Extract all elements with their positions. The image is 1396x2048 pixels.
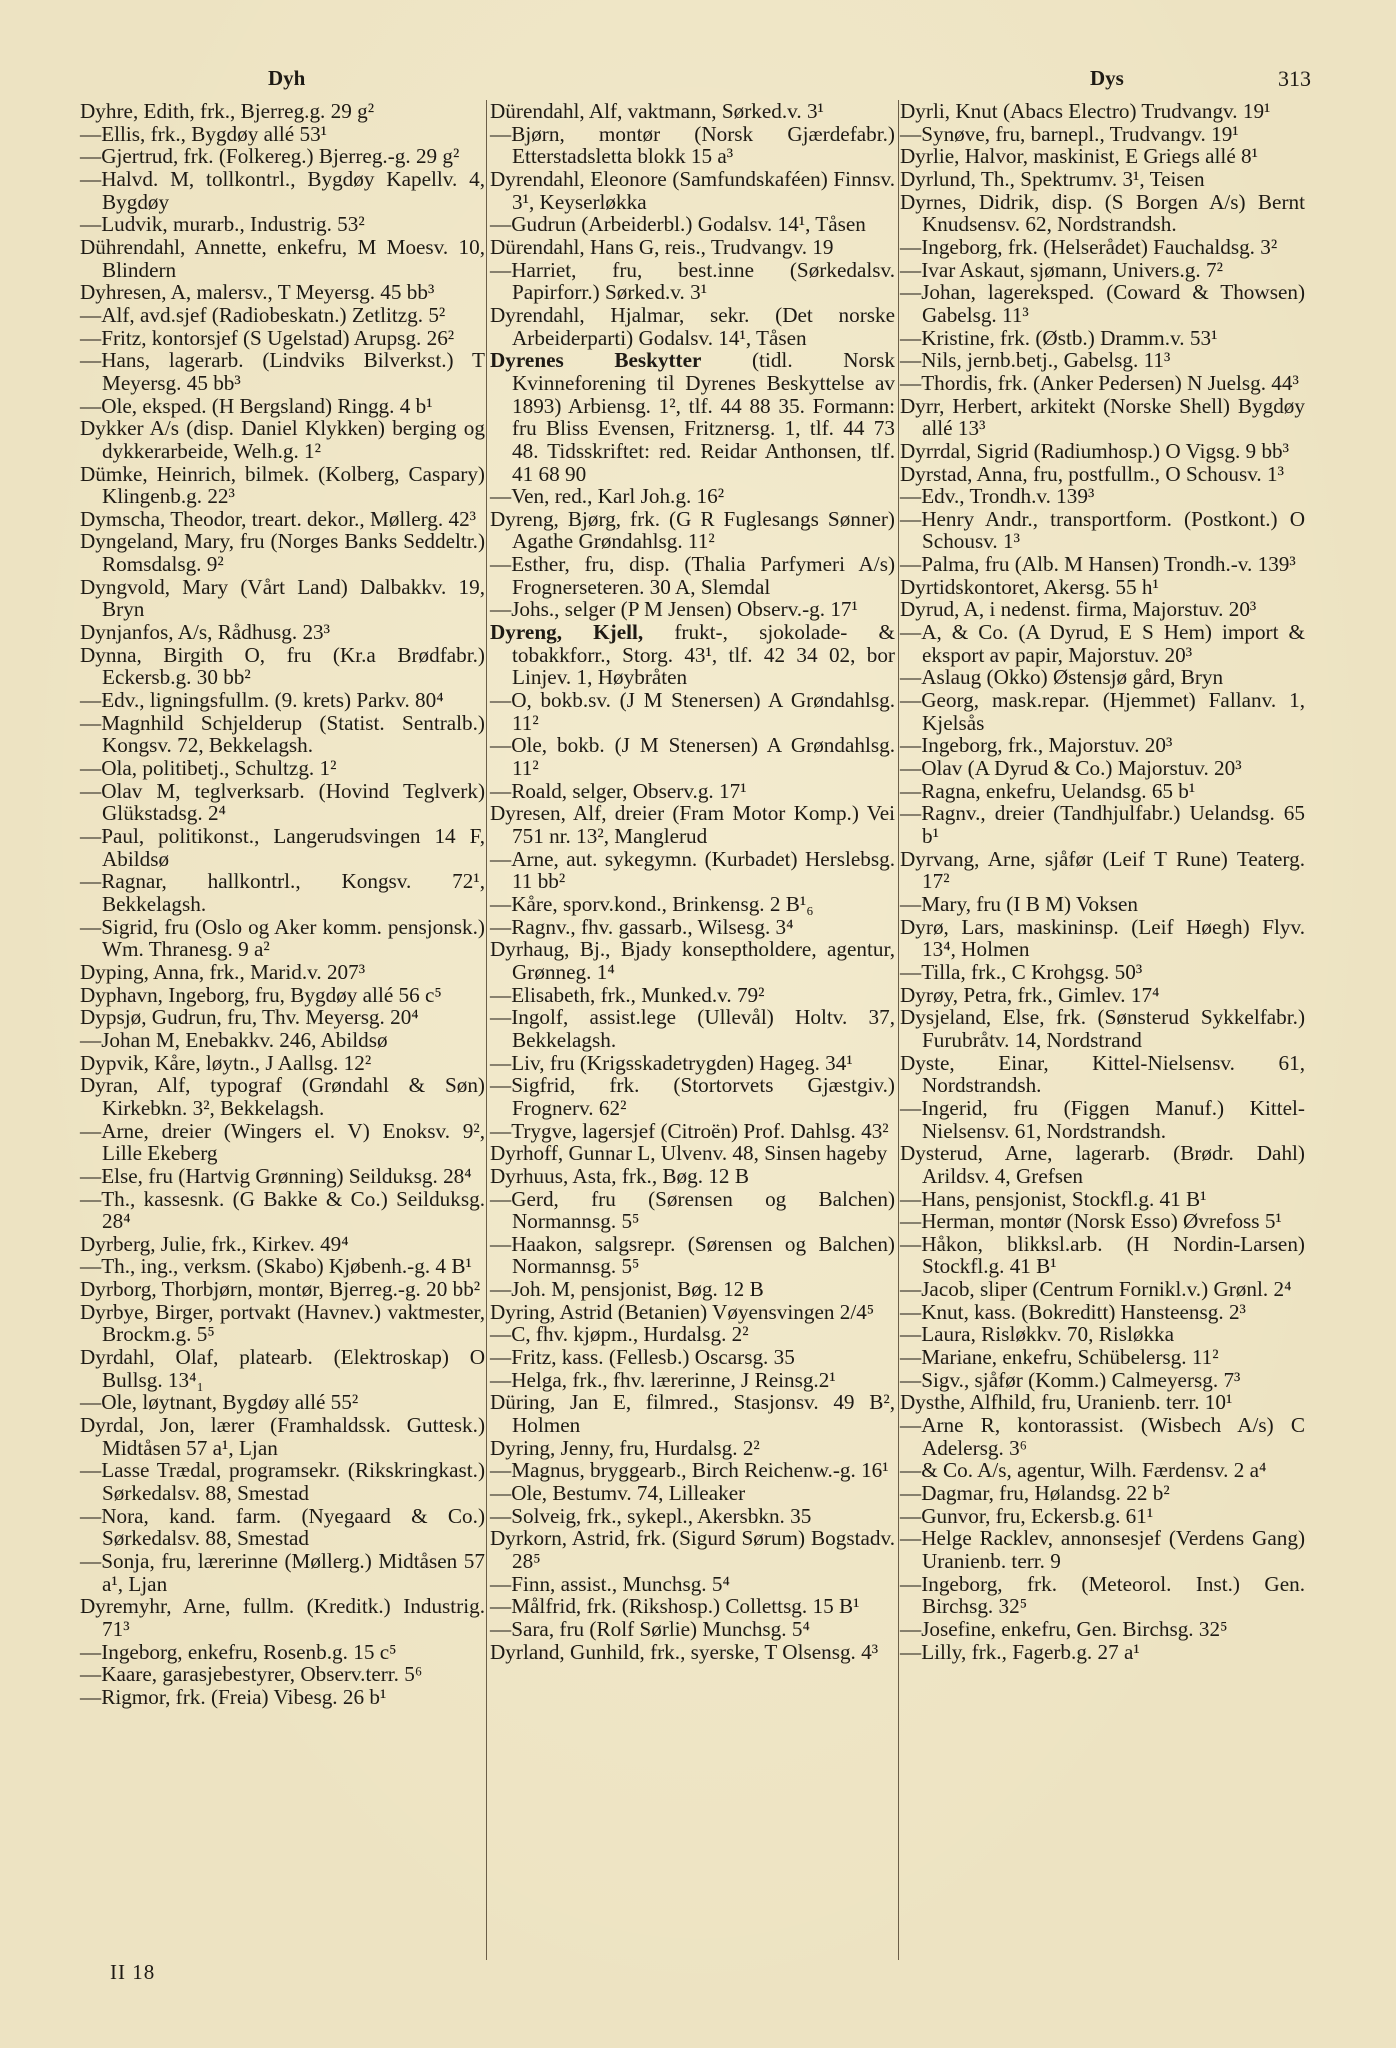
directory-entry: —Trygve, lagersjef (Citroën) Prof. Dahlsg. 43² [490, 1118, 889, 1143]
directory-entry: —Olav (A Dyrud & Co.) Majorstuv. 20³ [900, 756, 1242, 781]
directory-entry: Dyrrdal, Sigrid (Radiumhosp.) O Vigsg. 9 bb³ [900, 438, 1289, 463]
directory-entry: —Tilla, frk., C Krohgsg. 50³ [900, 959, 1143, 984]
directory-entry: —Laura, Risløkkv. 70, Risløkka [900, 1322, 1175, 1347]
directory-entry: Dyping, Anna, frk., Marid.v. 207³ [80, 959, 366, 984]
directory-entry: Dyrhaug, Bj., Bjady konseptholdere, agentur, Grønneg. 1⁴ [490, 937, 895, 984]
directory-entry: Dyrnes, Didrik, disp. (S Borgen A/s) Bernt Knudsensv. 62, Nordstrandsh. [900, 189, 1305, 237]
directory-entry: Dyngvold, Mary (Vårt Land) Dalbakkv. 19, Bryn [80, 574, 485, 622]
header-right-guide-word: Dys [1090, 66, 1124, 90]
directory-entry: —Alf, avd.sjef (Radiobeskatn.) Zetlitzg. 5² [80, 302, 446, 327]
directory-entry: —Thordis, frk. (Anker Pedersen) N Juelsg. 44³ [900, 370, 1299, 395]
directory-entry: —Ragnar, hallkontrl., Kongsv. 72¹, Bekkelagsh. [80, 869, 485, 916]
directory-entry: Dyrland, Gunhild, frk., syerske, T Olsensg. 4³ [490, 1639, 879, 1664]
directory-entry: —Haakon, salgsrepr. (Sørensen og Balchen) Normannsg. 5⁵ [490, 1231, 895, 1279]
directory-entry: —Ole, bokb. (J M Stenersen) A Grøndahlsg. 11² [490, 733, 895, 781]
directory-entry: Dyhresen, A, malersv., T Meyersg. 45 bb³ [80, 280, 435, 305]
directory-entry: Dyhre, Edith, frk., Bjerreg.g. 29 g² [80, 99, 375, 123]
directory-entry: Dyrud, A, i nedenst. firma, Majorstuv. 20³ [900, 597, 1257, 622]
directory-entry: —Ingerid, fru (Figgen Manuf.) Kittel-Nielsensv. 61, Nordstrandsh. [900, 1095, 1305, 1143]
directory-entry: Dührendahl, Annette, enkefru, M Moesv. 10, Blindern [80, 234, 485, 282]
entry-bold-name: Dyrenes Beskytter [490, 348, 702, 373]
directory-entry: —Ellis, frk., Bygdøy allé 53¹ [80, 121, 328, 146]
directory-entry: —Sonja, fru, lærerinne (Møllerg.) Midtåsen 57 a¹, Ljan [80, 1549, 485, 1596]
directory-entry: Dyremyhr, Arne, fullm. (Kreditk.) Industrig. 71³ [80, 1594, 485, 1641]
directory-entry: —Johs., selger (P M Jensen) Observ.-g. 17¹ [490, 597, 858, 622]
directory-entry: Dyrenes Beskytter (tidl. Norsk Kvinneforening til Dyrenes Beskyttelse av 1893) Arbiensg. 1², tlf. 44 88 35. Formann: fru Bliss Evensen, Fritznersg. 1, tlf. 44 73 48. Tidsskriftet: red. Reidar Anthonsen, tlf. 41 68 90 [490, 348, 895, 486]
directory-entry: —Ludvik, murarb., Industrig. 53² [80, 212, 365, 237]
directory-entry: —Rigmor, frk. (Freia) Vibesg. 26 b¹ [80, 1684, 387, 1709]
directory-entry: —Hans, pensjonist, Stockfl.g. 41 B¹ [900, 1186, 1207, 1211]
directory-entry: Dysterud, Arne, lagerarb. (Brødr. Dahl) Arildsv. 4, Grefsen [900, 1141, 1305, 1188]
directory-column-1 [80, 100, 485, 1900]
directory-entry: Dyrlund, Th., Spektrumv. 3¹, Teisen [900, 166, 1205, 191]
entry-bold-name: Dyreng, Kjell, [490, 620, 644, 645]
directory-entry: —Roald, selger, Observ.g. 17¹ [490, 778, 747, 803]
directory-entry: Dyrlie, Halvor, maskinist, E Griegs allé 8¹ [900, 144, 1258, 169]
directory-column-2 [490, 100, 895, 1900]
directory-entry: Dyrhuus, Asta, frk., Bøg. 12 B [490, 1163, 749, 1188]
directory-entry: Dyrborg, Thorbjørn, montør, Bjerreg.-g. 20 bb² [80, 1277, 481, 1302]
directory-entry: Dypsjø, Gudrun, fru, Thv. Meyersg. 20⁴ [80, 1005, 419, 1030]
directory-entry: Dyring, Jenny, fru, Hurdalsg. 2² [490, 1435, 760, 1460]
directory-entry: —Hans, lagerarb. (Lindviks Bilverkst.) T Meyersg. 45 bb³ [80, 348, 485, 395]
directory-entry: Dyste, Einar, Kittel-Nielsensv. 61, Nordstrandsh. [900, 1050, 1305, 1098]
directory-entry: —Elisabeth, frk., Munked.v. 79² [490, 982, 765, 1007]
directory-entry: —Aslaug (Okko) Østensjø gård, Bryn [900, 665, 1224, 690]
directory-entry: —Else, fru (Hartvig Grønning) Seilduksg. 28⁴ [80, 1163, 472, 1188]
directory-entry: Dyrøy, Petra, frk., Gimlev. 17⁴ [900, 982, 1160, 1007]
directory-entry: —Herman, montør (Norsk Esso) Øvrefoss 5¹ [900, 1209, 1282, 1234]
directory-entry: —Ven, red., Karl Joh.g. 16² [490, 484, 725, 509]
directory-entry: Dyrbye, Birger, portvakt (Havnev.) vaktmester, Brockm.g. 5⁵ [80, 1299, 485, 1347]
directory-entry: —Arne R, kontorassist. (Wisbech A/s) C Adelersg. 3⁶ [900, 1413, 1305, 1460]
directory-entry: Dyrtidskontoret, Akersg. 55 h¹ [900, 574, 1159, 599]
directory-entry: Dykker A/s (disp. Daniel Klykken) berging og dykkerarbeide, Welh.g. 1² [80, 416, 485, 463]
directory-entry: Düring, Jan E, filmred., Stasjonsv. 49 B², Holmen [490, 1390, 895, 1438]
directory-entry: Dyresen, Alf, dreier (Fram Motor Komp.) Vei 751 nr. 13², Manglerud [490, 801, 895, 848]
directory-entry: —Solveig, frk., sykepl., Akersbkn. 35 [490, 1503, 812, 1528]
directory-entry: —Ingeborg, frk., Majorstuv. 20³ [900, 733, 1173, 758]
directory-entry: —Sigv., sjåfør (Komm.) Calmeyersg. 7³ [900, 1367, 1241, 1392]
directory-entry: —Ingolf, assist.lege (Ullevål) Holtv. 37, Bekkelagsh. [490, 1005, 895, 1052]
directory-entry: —Harriet, fru, best.inne (Sørkedalsv. Papirforr.) Sørked.v. 3¹ [490, 257, 895, 305]
directory-entry: —Bjørn, montør (Norsk Gjærdefabr.) Etterstadsletta blokk 15 a³ [490, 121, 895, 169]
directory-entry: —Dagmar, fru, Hølandsg. 22 b² [900, 1481, 1170, 1506]
directory-entry: Dyrstad, Anna, fru, postfullm., O Schousv. 1³ [900, 461, 1284, 486]
directory-entry: Dümke, Heinrich, bilmek. (Kolberg, Caspary) Klingenb.g. 22³ [80, 461, 485, 509]
directory-entry: —A, & Co. (A Dyrud, E S Hem) import & eksport av papir, Majorstuv. 20³ [900, 620, 1305, 667]
directory-entry: —Gunvor, fru, Eckersb.g. 61¹ [900, 1503, 1154, 1528]
directory-entry: Dyrø, Lars, maskininsp. (Leif Høegh) Flyv. 13⁴, Holmen [900, 914, 1305, 962]
directory-entry: Dymscha, Theodor, treart. dekor., Møllerg. 42³ [80, 506, 477, 531]
directory-entry: Dyrli, Knut (Abacs Electro) Trudvangv. 19¹ [900, 99, 1271, 123]
directory-entry: Dyreng, Kjell, frukt-, sjokolade- & tobakkforr., Storg. 43¹, tlf. 42 34 02, bor Linjev. 1, Høybråten [490, 620, 895, 690]
directory-entry: —Jacob, sliper (Centrum Fornikl.v.) Grønl. 2⁴ [900, 1277, 1292, 1302]
directory-entry: Dyrvang, Arne, sjåfør (Leif T Rune) Teaterg. 17² [900, 846, 1305, 894]
directory-entry: —Håkon, blikksl.arb. (H Nordin-Larsen) Stockfl.g. 41 B¹ [900, 1231, 1305, 1279]
directory-column-3 [900, 100, 1305, 1900]
directory-entry: Dyrberg, Julie, frk., Kirkev. 49⁴ [80, 1231, 349, 1256]
directory-columns [80, 100, 1316, 1880]
directory-entry: —Ivar Askaut, sjømann, Univers.g. 7² [900, 257, 1223, 282]
directory-entry: —Knut, kass. (Bokreditt) Hansteensg. 2³ [900, 1299, 1246, 1324]
directory-entry: —Ole, Bestumv. 74, Lilleaker [490, 1481, 746, 1506]
directory-entry: —Palma, fru (Alb. M Hansen) Trondh.-v. 139³ [900, 552, 1296, 577]
directory-entry: —Helga, frk., fhv. lærerinne, J Reinsg.2¹ [490, 1367, 836, 1392]
directory-entry: —Esther, fru, disp. (Thalia Parfymeri A/s) Frognerseteren. 30 A, Slemdal [490, 552, 895, 599]
directory-entry: —Kaare, garasjebestyrer, Observ.terr. 5⁶ [80, 1662, 423, 1687]
directory-entry: —Paul, politikonst., Langerudsvingen 14 F, Abildsø [80, 824, 485, 871]
directory-entry: —Johan M, Enebakkv. 246, Abildsø [80, 1027, 388, 1052]
page-number: 313 [1278, 66, 1311, 91]
directory-entry: Dynna, Birgith O, fru (Kr.a Brødfabr.) Eckersb.g. 30 bb² [80, 642, 485, 690]
directory-entry: —Ole, løytnant, Bygdøy allé 55² [80, 1390, 359, 1415]
directory-entry: Dyngeland, Mary, fru (Norges Banks Seddeltr.) Romsdalsg. 9² [80, 529, 485, 577]
directory-entry: —Th., kassesnk. (G Bakke & Co.) Seilduksg. 28⁴ [80, 1186, 485, 1234]
directory-entry: —Synøve, fru, barnepl., Trudvangv. 19¹ [900, 121, 1239, 146]
directory-entry: Dyrdahl, Olaf, platearb. (Elektroskap) O Bullsg. 13⁴₁ [80, 1345, 485, 1392]
directory-entry: —Sigfrid, frk. (Stortorvets Gjæstgiv.) Frognerv. 62² [490, 1073, 895, 1120]
directory-entry: —Joh. M, pensjonist, Bøg. 12 B [490, 1277, 764, 1302]
directory-entry: Dysjeland, Else, frk. (Sønsterud Sykkelfabr.) Furubråtv. 14, Nordstrand [900, 1005, 1305, 1052]
directory-entry: Dysthe, Alfhild, fru, Uranienb. terr. 10¹ [900, 1390, 1233, 1415]
directory-entry: —Mariane, enkefru, Schübelersg. 11² [900, 1345, 1219, 1370]
directory-entry: Dyran, Alf, typograf (Grøndahl & Søn) Kirkebkn. 3², Bekkelagsh. [80, 1073, 485, 1120]
directory-entry: —Kåre, sporv.kond., Brinkensg. 2 B¹₆ [490, 891, 814, 916]
directory-entry: —Magnhild Schjelderup (Statist. Sentralb.) Kongsv. 72, Bekkelagsh. [80, 710, 485, 758]
directory-entry: —Sara, fru (Rolf Sørlie) Munchsg. 5⁴ [490, 1616, 810, 1641]
directory-entry: —Ragna, enkefru, Uelandsg. 65 b¹ [900, 778, 1196, 803]
directory-entry: —Ingeborg, frk. (Helserådet) Fauchaldsg. 3² [900, 234, 1278, 259]
directory-entry: —Edv., Trondh.v. 139³ [900, 484, 1095, 509]
directory-entry: Dyreng, Bjørg, frk. (G R Fuglesangs Sønner) Agathe Grøndahlsg. 11² [490, 506, 895, 554]
directory-entry: —Fritz, kass. (Fellesb.) Oscarsg. 35 [490, 1345, 795, 1370]
directory-entry: Dyrendahl, Hjalmar, sekr. (Det norske Arbeiderparti) Godalsv. 14¹, Tåsen [490, 302, 895, 350]
directory-entry: —Finn, assist., Munchsg. 5⁴ [490, 1571, 730, 1596]
directory-entry: Dürendahl, Alf, vaktmann, Sørked.v. 3¹ [490, 99, 824, 123]
directory-entry: Dyphavn, Ingeborg, fru, Bygdøy allé 56 c⁵ [80, 982, 442, 1007]
directory-entry: —Arne, aut. sykegymn. (Kurbadet) Herslebsg. 11 bb² [490, 846, 895, 894]
directory-entry: —Edv., ligningsfullm. (9. krets) Parkv. 80⁴ [80, 688, 444, 713]
directory-entry: —Halvd. M, tollkontrl., Bygdøy Kapellv. 4, Bygdøy [80, 166, 485, 214]
directory-entry: —Georg, mask.repar. (Hjemmet) Fallanv. 1, Kjelsås [900, 688, 1305, 735]
sheet-signature: II 18 [110, 1960, 156, 1984]
directory-entry: —Gudrun (Arbeiderbl.) Godalsv. 14¹, Tåsen [490, 212, 866, 237]
directory-entry: —O, bokb.sv. (J M Stenersen) A Grøndahlsg. 11² [490, 688, 895, 735]
directory-entry: —Henry Andr., transportform. (Postkont.) O Schousv. 1³ [900, 506, 1305, 554]
directory-entry: Dürendahl, Hans G, reis., Trudvangv. 19 [490, 234, 834, 259]
directory-entry: —Kristine, frk. (Østb.) Dramm.v. 53¹ [900, 325, 1218, 350]
directory-entry: —Nils, jernb.betj., Gabelsg. 11³ [900, 348, 1171, 373]
directory-entry: —Ola, politibetj., Schultzg. 1² [80, 756, 337, 781]
directory-entry: —Sigrid, fru (Oslo og Aker komm. pensjonsk.) Wm. Thranesg. 9 a² [80, 914, 485, 962]
directory-entry: —Nora, kand. farm. (Nyegaard & Co.) Sørkedalsv. 88, Smestad [80, 1503, 485, 1551]
directory-entry: —Mary, fru (I B M) Voksen [900, 891, 1138, 916]
directory-entry: Dyrendahl, Eleonore (Samfundskaféen) Finnsv. 3¹, Keyserløkka [490, 166, 895, 214]
directory-entry: Dyrr, Herbert, arkitekt (Norske Shell) Bygdøy allé 13³ [900, 393, 1305, 441]
directory-entry: Dyrhoff, Gunnar L, Ulvenv. 48, Sinsen hageby [490, 1141, 888, 1166]
directory-entry: —Målfrid, frk. (Rikshosp.) Collettsg. 15 B¹ [490, 1594, 860, 1619]
directory-entry: —Th., ing., verksm. (Skabo) Kjøbenh.-g. 4 B¹ [80, 1254, 472, 1279]
directory-entry: Dyrkorn, Astrid, frk. (Sigurd Sørum) Bogstadv. 28⁵ [490, 1526, 895, 1573]
directory-entry: —Helge Racklev, annonsesjef (Verdens Gang) Uranienb. terr. 9 [900, 1526, 1305, 1573]
directory-entry: Dypvik, Kåre, løytn., J Aallsg. 12² [80, 1050, 372, 1075]
directory-entry: —Gerd, fru (Sørensen og Balchen) Normannsg. 5⁵ [490, 1186, 895, 1234]
page-header [0, 60, 1396, 100]
directory-entry: —Gjertrud, frk. (Folkereg.) Bjerreg.-g. 29 g² [80, 144, 460, 169]
header-left-guide-word: Dyh [268, 66, 306, 90]
directory-entry: —Ingeborg, frk. (Meteorol. Inst.) Gen. Birchsg. 32⁵ [900, 1571, 1305, 1619]
directory-entry: —Arne, dreier (Wingers el. V) Enoksv. 9², Lille Ekeberg [80, 1118, 485, 1166]
directory-entry: —Ragnv., fhv. gassarb., Wilsesg. 3⁴ [490, 914, 794, 939]
directory-entry: —Johan, lagereksped. (Coward & Thowsen) Gabelsg. 11³ [900, 280, 1305, 327]
directory-entry: —Ingeborg, enkefru, Rosenb.g. 15 c⁵ [80, 1639, 397, 1664]
directory-entry: —Magnus, bryggearb., Birch Reichenw.-g. 16¹ [490, 1458, 889, 1483]
directory-entry: —Lasse Trædal, programsekr. (Rikskringkast.) Sørkedalsv. 88, Smestad [80, 1458, 485, 1506]
directory-entry: —C, fhv. kjøpm., Hurdalsg. 2² [490, 1322, 749, 1347]
directory-entry: —Lilly, frk., Fagerb.g. 27 a¹ [900, 1639, 1140, 1664]
directory-entry: —Ole, eksped. (H Bergsland) Ringg. 4 b¹ [80, 393, 433, 418]
directory-entry: —Josefine, enkefru, Gen. Birchsg. 32⁵ [900, 1616, 1228, 1641]
directory-entry: —Ragnv., dreier (Tandhjulfabr.) Uelandsg. 65 b¹ [900, 801, 1305, 848]
directory-entry: Dyrdal, Jon, lærer (Framhaldssk. Guttesk.) Midtåsen 57 a¹, Ljan [80, 1413, 485, 1460]
directory-entry: —Fritz, kontorsjef (S Ugelstad) Arupsg. 26² [80, 325, 455, 350]
directory-entry: —Olav M, teglverksarb. (Hovind Teglverk) Glükstadsg. 2⁴ [80, 778, 485, 826]
directory-entry: —Liv, fru (Krigsskadetrygden) Hageg. 34¹ [490, 1050, 853, 1075]
directory-entry: Dyring, Astrid (Betanien) Vøyensvingen 2/4⁵ [490, 1299, 875, 1324]
directory-entry: —& Co. A/s, agentur, Wilh. Færdensv. 2 a⁴ [900, 1458, 1267, 1483]
directory-entry: Dynjanfos, A/s, Rådhusg. 23³ [80, 620, 331, 645]
